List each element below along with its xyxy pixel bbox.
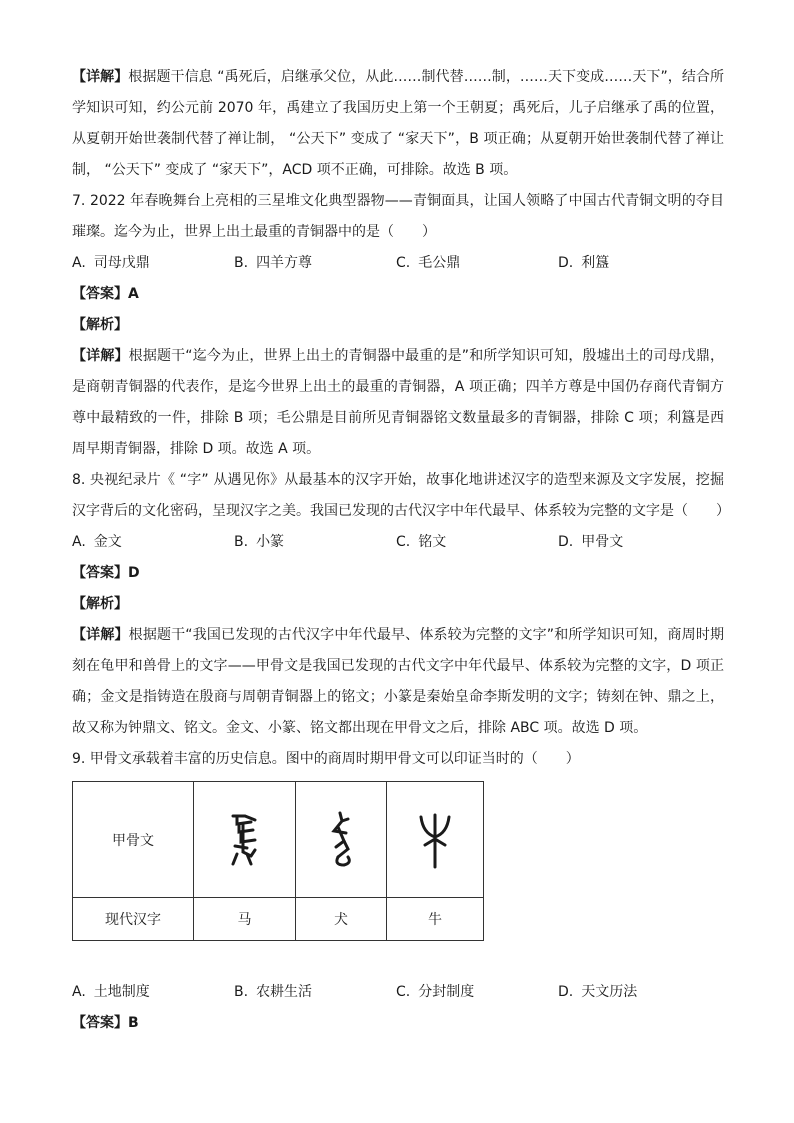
q7-answer: 【答案】A bbox=[72, 286, 139, 302]
q8-option-c: C. 铭文 bbox=[396, 534, 447, 550]
oracle-row bbox=[73, 782, 484, 898]
oracle-horse-icon bbox=[194, 782, 296, 898]
q7-option-c: C. 毛公鼎 bbox=[396, 255, 461, 271]
q6-explanation bbox=[72, 62, 724, 186]
modern-char-dog: 犬 bbox=[296, 898, 387, 941]
q7-option-d: D. 利簋 bbox=[558, 255, 610, 271]
oracle-ox-icon bbox=[387, 782, 484, 898]
q8-option-d: D. 甲骨文 bbox=[558, 534, 624, 550]
q9-option-b: B. 农耕生活 bbox=[234, 984, 313, 1000]
q6-detail-text: 根据题干信息 “禹死后，启继承父位，从此……制代替……制，……天下变成……天下”，结合所学知识可知，约公元前 2070 年，禹建立了我国历史上第一个王朝夏；禹死后，儿子启继承了禹的位置，从夏朝开始世袭制代替了禅让制， “公天下” 变成了 “家天下”，B 项正确；从夏朝开始世袭制代替了禅让制， “公天下” 变成了 “家天下”，ACD 项不正确，可排除。故选 B 项。 bbox=[72, 69, 725, 178]
q9-stem: 9. 甲骨文承载着丰富的历史信息。图中的商周时期甲骨文可以印证当时的（ ） bbox=[72, 751, 580, 767]
modern-char-ox: 牛 bbox=[387, 898, 484, 941]
q7-detail: 【详解】根据题干“迄今为止，世界上出土的青铜器中最重的是”和所学知识可知，殷墟出土的司母戊鼎，是商朝青铜器的代表作，是迄今世界上出土的最重的青铜器，A 项正确；四羊方尊是中国仍存商代青铜方尊中最精致的一件，排除 B 项；毛公鼎是目前所见青铜器铭文数量最多的青铜器，排除 C 项；利簋是西周早期青铜器，排除 D 项。故选 A 项。 bbox=[72, 348, 724, 457]
q9-option-a: A. 土地制度 bbox=[72, 984, 150, 1000]
q8-option-a: A. 金文 bbox=[72, 534, 122, 550]
q7-option-a: A. 司母戊鼎 bbox=[72, 255, 150, 271]
q8-analysis-label: 【解析】 bbox=[72, 596, 128, 612]
q7-options bbox=[72, 248, 724, 279]
q9-options bbox=[72, 977, 724, 1008]
q7-analysis-label: 【解析】 bbox=[72, 317, 128, 333]
oracle-dog-icon bbox=[296, 782, 387, 898]
q9-option-c: C. 分封制度 bbox=[396, 984, 475, 1000]
q8-stem: 8. 央视纪录片《 “字” 从遇见你》从最基本的汉字开始，故事化地讲述汉字的造型来源及文字发展，挖掘汉字背后的文化密码，呈现汉字之美。我国已发现的古代汉字中年代最早、体系较为完整的文字是（ ） bbox=[72, 472, 730, 519]
q8-option-b: B. 小篆 bbox=[234, 534, 285, 550]
document-page bbox=[72, 62, 730, 1039]
spacer bbox=[72, 941, 724, 977]
q8-answer: 【答案】D bbox=[72, 565, 140, 581]
q8-detail: 【详解】根据题干“我国已发现的古代汉字中年代最早、体系较为完整的文字”和所学知识可知，商周时期刻在龟甲和兽骨上的文字——甲骨文是我国已发现的古代文字中年代最早、体系较为完整的文字，D 项正确；金文是指铸造在殷商与周朝青铜器上的铭文；小篆是秦始皇命李斯发明的文字；铸刻在钟、鼎之上，故又称为钟鼎文、铭文。金文、小篆、铭文都出现在甲骨文之后，排除 ABC 项。故选 D 项。 bbox=[72, 627, 724, 736]
q9-answer: 【答案】B bbox=[72, 1015, 139, 1031]
q8-options bbox=[72, 527, 724, 558]
q9-option-d: D. 天文历法 bbox=[558, 984, 638, 1000]
q7-stem: 7. 2022 年春晚舞台上亮相的三星堆文化典型器物——青铜面具，让国人领略了中国古代青铜文明的夺目璀璨。迄今为止，世界上出土最重的青铜器中的是（ ） bbox=[72, 193, 724, 240]
modern-char-horse: 马 bbox=[194, 898, 296, 941]
modern-row-label: 现代汉字 bbox=[73, 898, 194, 941]
oracle-row-label: 甲骨文 bbox=[73, 782, 194, 898]
oracle-bone-table bbox=[72, 781, 484, 941]
detail-tag: 【详解】 bbox=[72, 69, 129, 85]
modern-char-row bbox=[73, 898, 484, 941]
q7-option-b: B. 四羊方尊 bbox=[234, 255, 313, 271]
